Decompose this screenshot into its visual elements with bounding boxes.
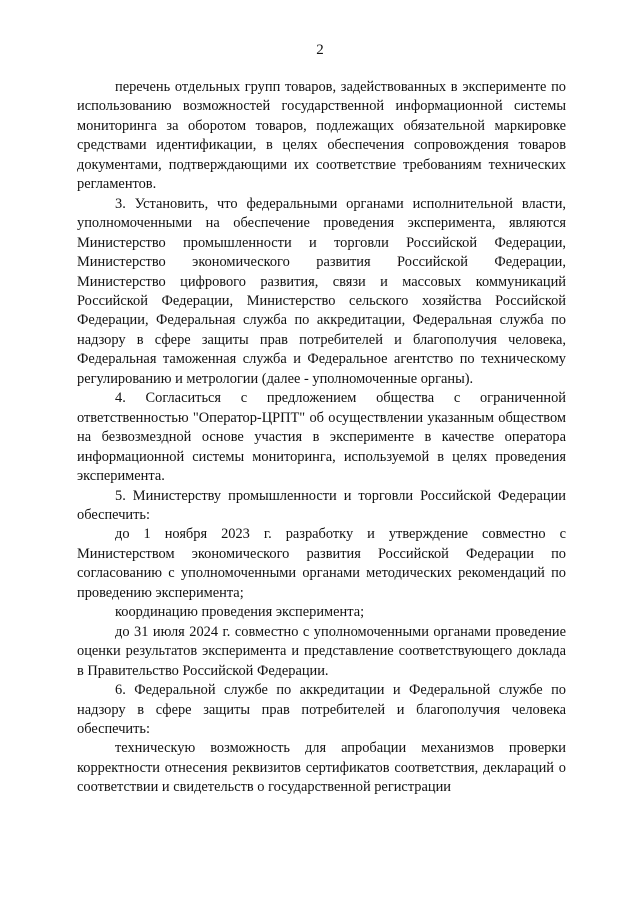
paragraph-item-3: 3. Установить, что федеральными органами исполнительной власти, уполномоченными на обеспечение проведения эксперимента, являются Министерство промышленности и торговли Российской Федерации, Министерство экономического развития Российской Федерации, Министерство цифрового развития, связи и массовых коммуникаций Российской Федерации, Министерство сельского хозяйства Российской Федерации, Федеральная служба по аккредитации, Федеральная служба по надзору в сфере защиты прав потребителей и благополучия человека, Федеральная таможенная служба и Федеральное агентство по техническому регулированию и метрологии (далее - уполномоченные органы). (77, 195, 566, 387)
paragraph-item-5-coordination: координацию проведения эксперимента; (115, 604, 365, 621)
page-number: 2 (316, 42, 324, 58)
paragraph-item-6-technical-capability: техническую возможность для апробации механизмов проверки корректности отнесения реквизитов сертификатов соответствия, деклараций о соответствии и свидетельств о государственной регистрации (77, 740, 566, 796)
paragraph-item-5: 5. Министерству промышленности и торговли Российской Федерации обеспечить: (77, 487, 566, 523)
paragraph-item-5-report: до 31 июля 2024 г. совместно с уполномоченными органами проведение оценки результатов эксперимента и представление соответствующего доклада в Правительство Российской Федерации. (77, 623, 566, 679)
paragraph-item-6: 6. Федеральной службе по аккредитации и Федеральной службе по надзору в сфере защиты прав потребителей и благополучия человека обеспечить: (77, 682, 566, 737)
paragraph-item-5-deadline-recommendations: до 1 ноября 2023 г. разработку и утверждение совместно с Министерством экономического развития Российской Федерации по согласованию с уполномоченными органами методических рекомендаций по проведению эксперимента; (77, 526, 566, 601)
paragraph-product-list: перечень отдельных групп товаров, задействованных в эксперименте по использованию возможностей государственной информационной системы мониторинга за оборотом товаров, подлежащих обязательной маркировке средствами идентификации, в целях обеспечения сопровождения товаров документами, подтверждающими их соответствие требованиям технических регламентов. (77, 79, 566, 193)
paragraph-item-4: 4. Согласиться с предложением общества с ограниченной ответственностью "Оператор-ЦРПТ" об осуществлении указанным обществом на безвозмездной основе участия в эксперименте в качестве оператора информационной системы мониторинга, используемой в целях проведения эксперимента. (77, 390, 566, 485)
document-body (77, 78, 566, 798)
